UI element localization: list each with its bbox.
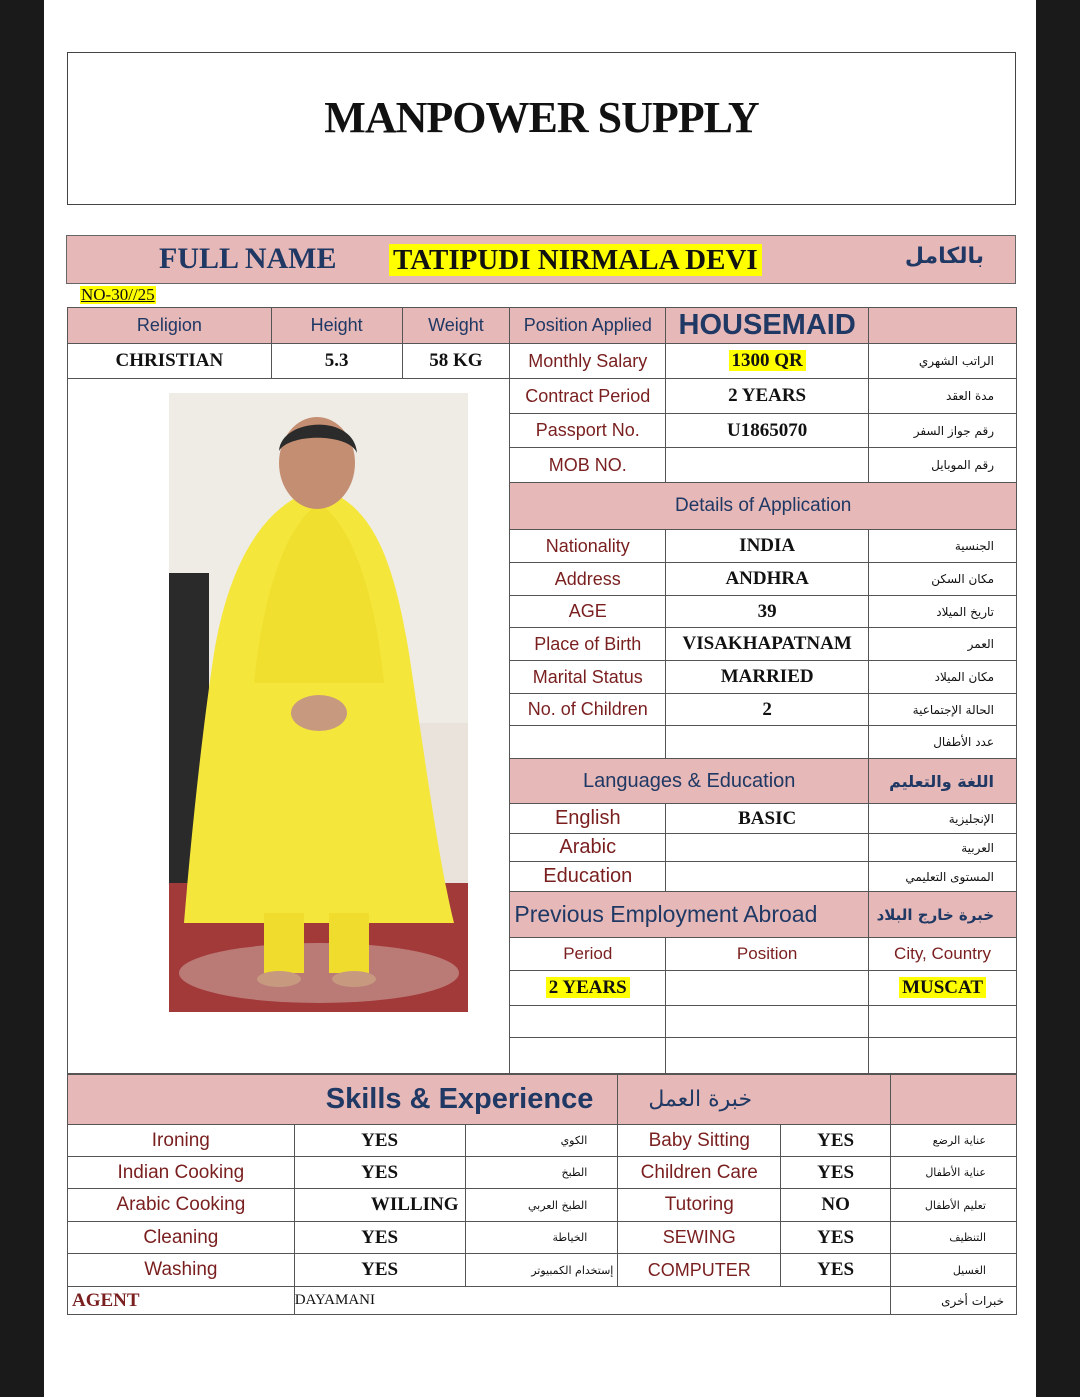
english-value: BASIC <box>666 804 869 834</box>
skill-sewing-value: YES <box>781 1222 891 1254</box>
address-label: Address <box>510 563 666 596</box>
skill-washing-value: YES <box>294 1254 465 1287</box>
passport-arabic: رقم جواز السفر <box>869 414 1017 448</box>
skill-baby-sitting-value: YES <box>781 1125 891 1157</box>
other-experience-arabic: خبرات أخرى <box>891 1287 1017 1315</box>
blank-detail-label <box>510 726 666 759</box>
address-arabic: مكان السكن <box>869 563 1017 596</box>
age-arabic: تاريخ الميلاد <box>869 596 1017 628</box>
skill-indian-cooking-arabic: الطبخ <box>465 1157 618 1189</box>
age-label: AGE <box>510 596 666 628</box>
employment-period-header: Period <box>510 938 666 971</box>
marital-status-arabic: مكان الميلاد <box>869 661 1017 694</box>
page-title: MANPOWER SUPPLY <box>324 93 759 142</box>
skill-children-care-arabic: عناية الأطفال <box>891 1157 1017 1189</box>
blank-detail-value <box>666 726 869 759</box>
position-arabic-cell <box>869 308 1017 344</box>
religion-header: Religion <box>68 308 272 344</box>
skill-sewing-arabic: التنظيف <box>891 1222 1017 1254</box>
full-name-value: TATIPUDI NIRMALA DEVI <box>389 244 762 276</box>
skill-children-care-label: Children Care <box>618 1157 781 1189</box>
skill-ironing-value: YES <box>294 1125 465 1157</box>
languages-section-arabic: اللغة والتعليم <box>869 759 1017 804</box>
marital-status-label: Marital Status <box>510 661 666 694</box>
passport-label: Passport No. <box>510 414 666 448</box>
education-value <box>666 862 869 892</box>
skill-indian-cooking-label: Indian Cooking <box>68 1157 295 1189</box>
skill-arabic-cooking-arabic: الطبخ العربي <box>465 1189 618 1222</box>
contract-period-label: Contract Period <box>510 379 666 414</box>
address-value: ANDHRA <box>666 563 869 596</box>
birthplace-value: VISAKHAPATNAM <box>666 628 869 661</box>
mobile-value <box>666 448 869 483</box>
children-arabic: الحالة الإجتماعية <box>869 694 1017 726</box>
skills-section-arabic: خبرة العمل <box>618 1075 891 1125</box>
birthplace-label: Place of Birth <box>510 628 666 661</box>
skill-ironing-arabic: الكوي <box>465 1125 618 1157</box>
skill-indian-cooking-value: YES <box>294 1157 465 1189</box>
employment-position-value <box>666 971 869 1006</box>
salary-value: 1300 QR <box>729 350 806 371</box>
position-applied-value: HOUSEMAID <box>666 308 869 344</box>
skill-arabic-cooking-label: Arabic Cooking <box>68 1189 295 1222</box>
employment-empty-cell <box>666 1038 869 1074</box>
skill-baby-sitting-arabic: عناية الرضع <box>891 1125 1017 1157</box>
full-name-arabic: بالكامل <box>904 244 984 269</box>
mobile-arabic: رقم الموبايل <box>869 448 1017 483</box>
document-page <box>44 0 1036 1397</box>
employment-empty-cell <box>510 1006 666 1038</box>
children-value: 2 <box>666 694 869 726</box>
height-header: Height <box>271 308 402 344</box>
details-section-title: Details of Application <box>510 483 1017 530</box>
arabic-label: Arabic <box>510 834 666 862</box>
employment-empty-cell <box>869 1038 1017 1074</box>
education-label: Education <box>510 862 666 892</box>
employment-city-value-cell <box>869 971 1017 1006</box>
full-name-label: FULL NAME <box>159 242 337 275</box>
employment-city-value: MUSCAT <box>899 977 986 998</box>
employment-position-header: Position <box>666 938 869 971</box>
employment-city-header: City, Country <box>869 938 1017 971</box>
salary-label: Monthly Salary <box>510 344 666 379</box>
skill-children-care-value: YES <box>781 1157 891 1189</box>
skill-computer-arabic: الغسيل <box>891 1254 1017 1287</box>
skill-tutoring-label: Tutoring <box>618 1189 781 1222</box>
employment-empty-cell <box>510 1038 666 1074</box>
arabic-value <box>666 834 869 862</box>
applicant-photo <box>169 393 468 1012</box>
employment-section-arabic: خبرة خارج البلاد <box>869 892 1017 938</box>
skill-washing-arabic: إستخدام الكمبيوتر <box>465 1254 618 1287</box>
agent-value: DAYAMANI <box>294 1287 890 1315</box>
skill-washing-label: Washing <box>68 1254 295 1287</box>
age-value: 39 <box>666 596 869 628</box>
passport-value: U1865070 <box>666 414 869 448</box>
main-info-table <box>67 307 1017 1074</box>
marital-status-value: MARRIED <box>666 661 869 694</box>
arabic-arabic: العربية <box>869 834 1017 862</box>
skill-baby-sitting-label: Baby Sitting <box>618 1125 781 1157</box>
skill-arabic-cooking-value: WILLING <box>294 1189 465 1222</box>
contract-period-value: 2 YEARS <box>666 379 869 414</box>
skill-cleaning-arabic: الخياطة <box>465 1222 618 1254</box>
skill-ironing-label: Ironing <box>68 1125 295 1157</box>
skill-cleaning-value: YES <box>294 1222 465 1254</box>
education-arabic: المستوى التعليمي <box>869 862 1017 892</box>
skills-table <box>67 1074 1017 1315</box>
nationality-value: INDIA <box>666 530 869 563</box>
english-label: English <box>510 804 666 834</box>
skills-section-title: Skills & Experience <box>325 1083 594 1115</box>
contract-period-arabic: مدة العقد <box>869 379 1017 414</box>
skill-cleaning-label: Cleaning <box>68 1222 295 1254</box>
height-value: 5.3 <box>271 344 402 379</box>
religion-value: CHRISTIAN <box>68 344 272 379</box>
nationality-arabic: الجنسية <box>869 530 1017 563</box>
employment-empty-cell <box>869 1006 1017 1038</box>
skills-header-empty <box>891 1075 1017 1125</box>
position-applied-label: Position Applied <box>510 308 666 344</box>
blank-detail-arabic: عدد الأطفال <box>869 726 1017 759</box>
photo-cell <box>68 379 510 1074</box>
birthplace-arabic: العمر <box>869 628 1017 661</box>
reference-number: NO-30//25 <box>81 285 155 304</box>
skill-computer-value: YES <box>781 1254 891 1287</box>
english-arabic: الإنجليزية <box>869 804 1017 834</box>
skill-computer-label: COMPUTER <box>618 1254 781 1287</box>
salary-arabic: الراتب الشهري <box>869 344 1017 379</box>
mobile-label: MOB NO. <box>510 448 666 483</box>
languages-section-title: Languages & Education <box>510 759 869 804</box>
employment-section-title: Previous Employment Abroad <box>510 892 869 938</box>
weight-value: 58 KG <box>402 344 510 379</box>
agent-label: AGENT <box>68 1287 295 1315</box>
skill-sewing-label: SEWING <box>618 1222 781 1254</box>
employment-period-value-cell <box>510 971 666 1006</box>
employment-empty-cell <box>666 1006 869 1038</box>
children-label: No. of Children <box>510 694 666 726</box>
nationality-label: Nationality <box>510 530 666 563</box>
skill-tutoring-arabic: تعليم الأطفال <box>891 1189 1017 1222</box>
salary-value-cell <box>666 344 869 379</box>
weight-header: Weight <box>402 308 510 344</box>
skills-section-title-cell <box>68 1075 618 1125</box>
skill-tutoring-value: NO <box>781 1189 891 1222</box>
applicant-photo-illustration <box>169 393 468 1012</box>
employment-period-value: 2 YEARS <box>546 977 630 998</box>
